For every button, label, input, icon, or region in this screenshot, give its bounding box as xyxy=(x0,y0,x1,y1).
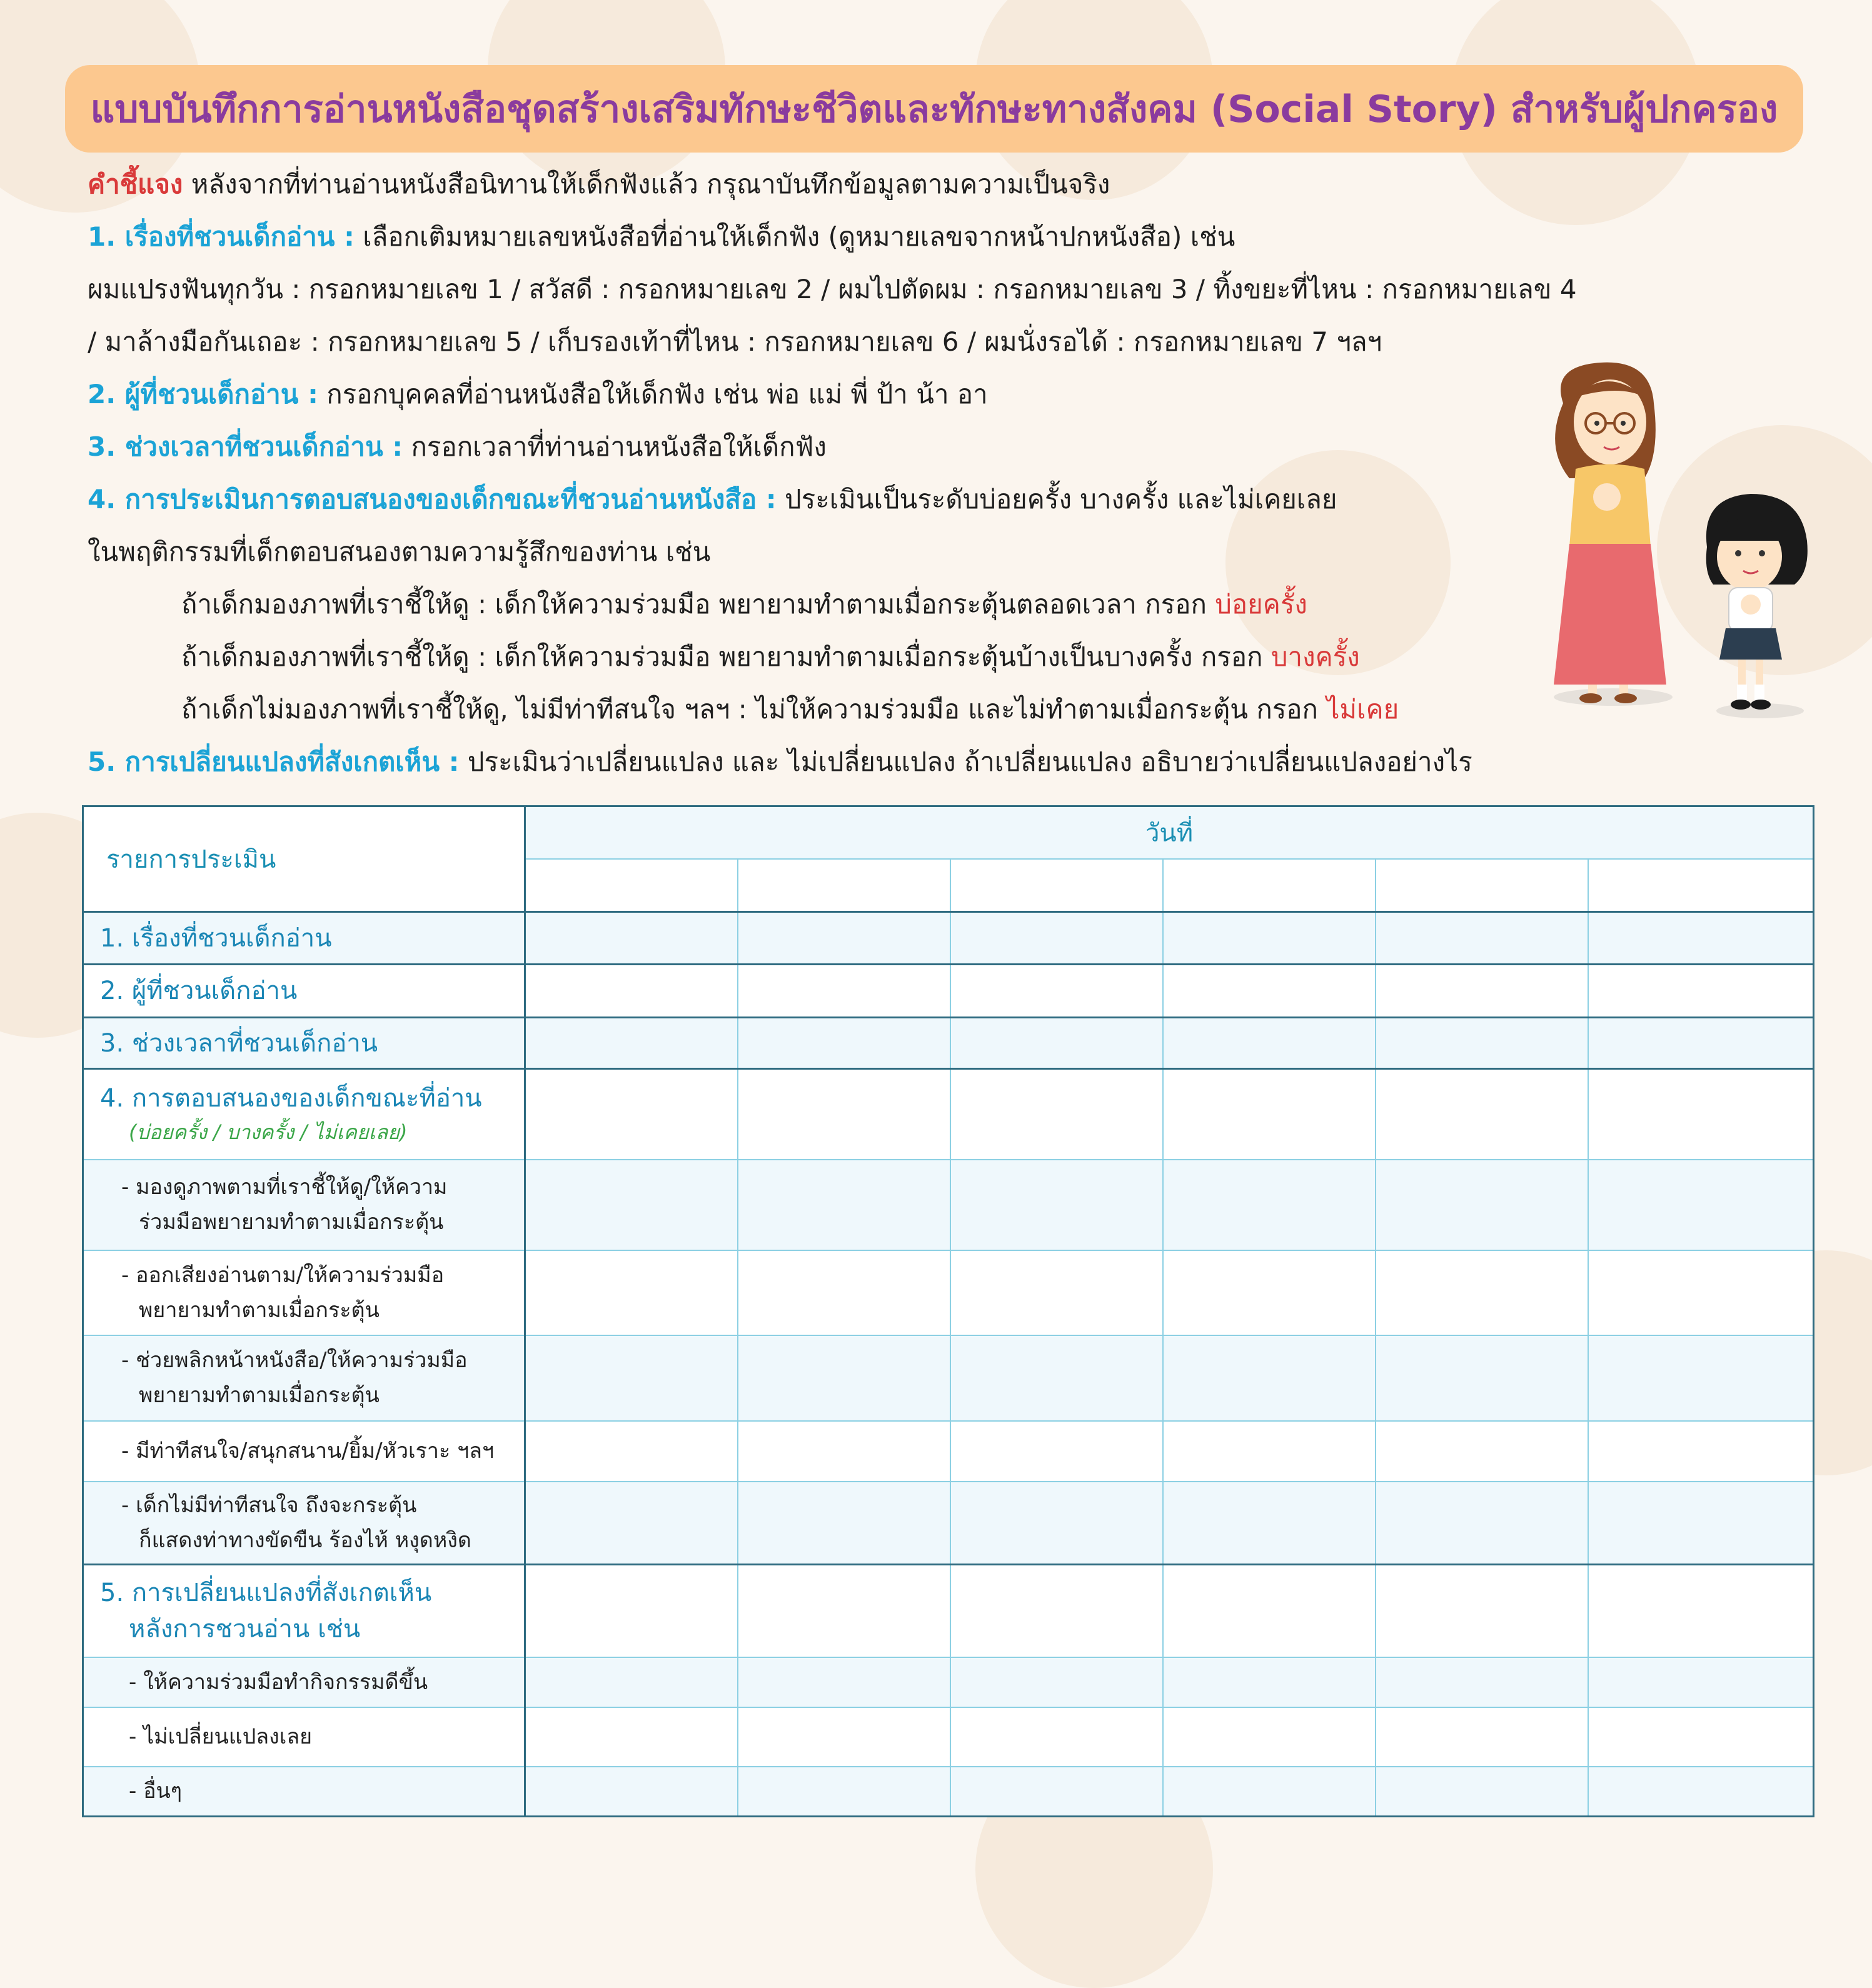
table-row xyxy=(83,1767,1814,1817)
entry-cell[interactable] xyxy=(1376,1018,1588,1069)
example-never-text: ถ้าเด็กไม่มองภาพที่เราชี้ให้ดู, ไม่มีท่าทีสนใจ ฯลฯ : ไม่ให้ความร่วมมือ และไม่ทำตามเมื่อกระตุ้น กรอก xyxy=(181,694,1327,725)
row-label xyxy=(83,912,525,965)
entry-cell[interactable] xyxy=(525,1069,738,1160)
entry-cell[interactable] xyxy=(738,1482,950,1565)
instruction-item5 xyxy=(88,741,1472,783)
entry-cell[interactable] xyxy=(738,1018,950,1069)
entry-cell[interactable] xyxy=(1588,1335,1814,1421)
entry-cell[interactable] xyxy=(1376,1069,1588,1160)
item2-text: กรอกบุคคลที่อ่านหนังสือให้เด็กฟัง เช่น พ่อ แม่ พี่ ป้า น้า อา xyxy=(318,379,988,409)
example-never xyxy=(181,689,1399,730)
table-row xyxy=(83,912,1814,965)
entry-cell[interactable] xyxy=(738,1250,950,1335)
entry-cell[interactable] xyxy=(738,965,950,1018)
header-label: รายการประเมิน xyxy=(106,845,276,874)
example-sometimes-text: ถ้าเด็กมองภาพที่เราชี้ให้ดู : เด็กให้ความร่วมมือ พยายามทำตามเมื่อกระตุ้นบ้างเป็นบางครั้ง กรอก xyxy=(181,641,1271,672)
entry-cell[interactable] xyxy=(1376,912,1588,965)
date-input-cell[interactable] xyxy=(1376,859,1588,912)
instruction-item2 xyxy=(88,374,988,415)
row-label xyxy=(83,1335,525,1421)
entry-cell[interactable] xyxy=(1376,1707,1588,1767)
response-scale-note: (บ่อยครั้ง / บางครั้ง / ไม่เคยเลย) xyxy=(129,1120,408,1145)
entry-cell[interactable] xyxy=(1163,965,1376,1018)
row-label xyxy=(83,1482,525,1565)
header-date-cell xyxy=(525,806,1814,859)
row-label-text: 4. การตอบสนองของเด็กขณะที่อ่าน xyxy=(100,1084,482,1113)
row-label-text: - มีท่าทีสนใจ/สนุกสนาน/ยิ้ม/หัวเราะ ฯลฯ xyxy=(121,1438,495,1463)
entry-cell[interactable] xyxy=(1163,1421,1376,1482)
entry-cell[interactable] xyxy=(950,965,1163,1018)
entry-cell[interactable] xyxy=(1588,1482,1814,1565)
example-sometimes-answer: บางครั้ง xyxy=(1271,641,1360,672)
row-label-text: 2. ผู้ที่ชวนเด็กอ่าน xyxy=(100,976,298,1005)
example-often-text: ถ้าเด็กมองภาพที่เราชี้ให้ดู : เด็กให้ความร่วมมือ พยายามทำตามเมื่อกระตุ้นตลอดเวลา กรอก xyxy=(181,589,1215,620)
entry-cell[interactable] xyxy=(950,1707,1163,1767)
header-date: วันที่ xyxy=(1145,818,1194,848)
example-often xyxy=(181,584,1307,625)
row-label xyxy=(83,1160,525,1250)
row-label-text: - ไม่เปลี่ยนแปลงเลย xyxy=(129,1724,313,1749)
instruction-item1-line2: ผมแปรงฟันทุกวัน : กรอกหมายเลข 1 / สวัสดี : กรอกหมายเลข 2 / ผมไปตัดผม : กรอกหมายเลข 3 / ทิ้งขยะที่ไหน : กรอกหมายเลข 4 xyxy=(88,274,1577,304)
entry-cell[interactable] xyxy=(1163,1335,1376,1421)
entry-cell[interactable] xyxy=(950,1335,1163,1421)
entry-cell[interactable] xyxy=(1588,1657,1814,1707)
row-label xyxy=(83,1421,525,1482)
entry-cell[interactable] xyxy=(1163,1160,1376,1250)
intro-label: คำชี้แจง xyxy=(88,169,183,199)
entry-cell[interactable] xyxy=(1163,912,1376,965)
entry-cell[interactable] xyxy=(738,1767,950,1817)
entry-cell[interactable] xyxy=(1163,1707,1376,1767)
entry-cell[interactable] xyxy=(525,1657,738,1707)
entry-cell[interactable] xyxy=(950,1250,1163,1335)
row-label-text: - อื่นๆ xyxy=(129,1779,182,1804)
title-banner xyxy=(65,65,1803,153)
entry-cell[interactable] xyxy=(1588,1421,1814,1482)
entry-cell[interactable] xyxy=(525,1335,738,1421)
entry-cell[interactable] xyxy=(1588,1018,1814,1069)
entry-cell[interactable] xyxy=(950,1018,1163,1069)
item5-text: ประเมินว่าเปลี่ยนแปลง และ ไม่เปลี่ยนแปลง ถ้าเปลี่ยนแปลง อธิบายว่าเปลี่ยนแปลงอย่างไร xyxy=(459,746,1472,777)
row-label-text: พยายามทำตามเมื่อกระตุ้น xyxy=(139,1297,380,1323)
row-label-text: 5. การเปลี่ยนแปลงที่สังเกตเห็น xyxy=(100,1578,432,1607)
entry-cell[interactable] xyxy=(950,912,1163,965)
entry-cell[interactable] xyxy=(950,1565,1163,1657)
table-row xyxy=(83,1160,1814,1250)
item3-text: กรอกเวลาที่ท่านอ่านหนังสือให้เด็กฟัง xyxy=(403,431,827,462)
entry-cell[interactable] xyxy=(950,1482,1163,1565)
row-label xyxy=(83,1069,525,1160)
row-label-text: ร่วมมือพยายามทำตามเมื่อกระตุ้น xyxy=(139,1210,444,1235)
entry-cell[interactable] xyxy=(1588,1250,1814,1335)
entry-cell[interactable] xyxy=(738,1335,950,1421)
table-row xyxy=(83,1565,1814,1657)
entry-cell[interactable] xyxy=(1376,1335,1588,1421)
row-label xyxy=(83,1657,525,1707)
item4-text: ประเมินเป็นระดับบ่อยครั้ง บางครั้ง และไม่เคยเลย xyxy=(776,484,1337,515)
entry-cell[interactable] xyxy=(950,1069,1163,1160)
entry-cell[interactable] xyxy=(738,1421,950,1482)
table-row xyxy=(83,1482,1814,1565)
entry-cell[interactable] xyxy=(1376,1482,1588,1565)
entry-cell[interactable] xyxy=(525,1565,738,1657)
instruction-item1-line3: / มาล้างมือกันเถอะ : กรอกหมายเลข 5 / เก็บรองเท้าที่ไหน : กรอกหมายเลข 6 / ผมนั่งรอได้ : กรอกหมายเลข 7 ฯลฯ xyxy=(88,326,1382,357)
entry-cell[interactable] xyxy=(1376,965,1588,1018)
row-label-text: - ออกเสียงอ่านตาม/ให้ความร่วมมือ xyxy=(121,1262,445,1288)
instruction-item3 xyxy=(88,426,827,468)
example-often-answer: บ่อยครั้ง xyxy=(1215,589,1307,620)
instruction-item4 xyxy=(88,479,1337,520)
entry-cell[interactable] xyxy=(525,965,738,1018)
header-label-cell xyxy=(83,806,525,912)
entry-cell[interactable] xyxy=(1588,1565,1814,1657)
row-label xyxy=(83,1707,525,1767)
entry-cell[interactable] xyxy=(1376,1250,1588,1335)
row-label-text: 1. เรื่องที่ชวนเด็กอ่าน xyxy=(100,923,332,953)
entry-cell[interactable] xyxy=(738,912,950,965)
entry-cell[interactable] xyxy=(950,1767,1163,1817)
table-row xyxy=(83,965,1814,1018)
item5-label: 5. การเปลี่ยนแปลงที่สังเกตเห็น : xyxy=(88,746,460,777)
entry-cell[interactable] xyxy=(1376,1160,1588,1250)
row-label-text: - เด็กไม่มีท่าทีสนใจ ถึงจะกระตุ้น xyxy=(121,1492,417,1518)
row-label-text: ก็แสดงท่าทางขัดขืน ร้องไห้ หงุดหงิด xyxy=(139,1527,471,1553)
item3-label: 3. ช่วงเวลาที่ชวนเด็กอ่าน : xyxy=(88,431,403,462)
entry-cell[interactable] xyxy=(1376,1421,1588,1482)
table-row xyxy=(83,1657,1814,1707)
date-input-cell[interactable] xyxy=(950,859,1163,912)
mother-child-illustration xyxy=(1526,359,1813,735)
example-sometimes xyxy=(181,636,1360,678)
row-label-text: - ให้ความร่วมมือทำกิจกรรมดีขึ้น xyxy=(129,1669,428,1695)
table-row xyxy=(83,1018,1814,1069)
table-row xyxy=(83,1707,1814,1767)
entry-cell[interactable] xyxy=(1376,1767,1588,1817)
entry-cell[interactable] xyxy=(1588,1160,1814,1250)
table-row xyxy=(83,1335,1814,1421)
row-label xyxy=(83,1767,525,1817)
entry-cell[interactable] xyxy=(525,912,738,965)
entry-cell[interactable] xyxy=(1588,1069,1814,1160)
entry-cell[interactable] xyxy=(1376,1565,1588,1657)
date-input-cell[interactable] xyxy=(525,859,738,912)
instruction-intro xyxy=(88,164,1110,205)
page-title: แบบบันทึกการอ่านหนังสือชุดสร้างเสริมทักษะชีวิตและทักษะทางสังคม (Social Story) สำหรับผู้ปกครอง xyxy=(90,87,1778,131)
item1-text: เลือกเติมหมายเลขหนังสือที่อ่านให้เด็กฟัง (ดูหมายเลขจากหน้าปกหนังสือ) เช่น xyxy=(354,221,1235,252)
instruction-item4-line2: ในพฤติกรรมที่เด็กตอบสนองตามความรู้สึกของท่าน เช่น xyxy=(88,536,711,567)
row-label-text: หลังการชวนอ่าน เช่น xyxy=(129,1614,361,1644)
row-label-text: พยายามทำตามเมื่อกระตุ้น xyxy=(139,1383,380,1408)
item1-label: 1. เรื่องที่ชวนเด็กอ่าน : xyxy=(88,221,355,252)
entry-cell[interactable] xyxy=(738,1069,950,1160)
instruction-item1 xyxy=(88,216,1235,258)
entry-cell[interactable] xyxy=(525,1250,738,1335)
entry-cell[interactable] xyxy=(950,1421,1163,1482)
entry-cell[interactable] xyxy=(525,1707,738,1767)
entry-cell[interactable] xyxy=(1163,1069,1376,1160)
row-label xyxy=(83,1565,525,1657)
entry-cell[interactable] xyxy=(950,1657,1163,1707)
item4-label: 4. การประเมินการตอบสนองของเด็กขณะที่ชวนอ่านหนังสือ : xyxy=(88,484,777,515)
row-label-text: - ช่วยพลิกหน้าหนังสือ/ให้ความร่วมมือ xyxy=(121,1348,468,1373)
example-never-answer: ไม่เคย xyxy=(1326,694,1399,725)
entry-cell[interactable] xyxy=(1163,1482,1376,1565)
entry-cell[interactable] xyxy=(1163,1565,1376,1657)
entry-cell[interactable] xyxy=(525,1482,738,1565)
entry-cell[interactable] xyxy=(950,1160,1163,1250)
entry-cell[interactable] xyxy=(1588,1767,1814,1817)
entry-cell[interactable] xyxy=(525,1160,738,1250)
row-label-text: - มองดูภาพตามที่เราชี้ให้ดู/ให้ความ xyxy=(121,1175,448,1200)
item2-label: 2. ผู้ที่ชวนเด็กอ่าน : xyxy=(88,379,318,409)
entry-cell[interactable] xyxy=(1163,1250,1376,1335)
date-input-cell[interactable] xyxy=(1588,859,1814,912)
entry-cell[interactable] xyxy=(738,1657,950,1707)
table-row xyxy=(83,1250,1814,1335)
row-label-text: 3. ช่วงเวลาที่ชวนเด็กอ่าน xyxy=(100,1028,378,1058)
entry-cell[interactable] xyxy=(1163,1018,1376,1069)
entry-cell[interactable] xyxy=(525,1018,738,1069)
date-input-cell[interactable] xyxy=(738,859,950,912)
entry-cell[interactable] xyxy=(738,1565,950,1657)
table-row xyxy=(83,1421,1814,1482)
intro-text: หลังจากที่ท่านอ่านหนังสือนิทานให้เด็กฟังแล้ว กรุณาบันทึกข้อมูลตามความเป็นจริง xyxy=(183,169,1110,199)
date-input-cell[interactable] xyxy=(1163,859,1376,912)
row-label xyxy=(83,1018,525,1069)
entry-cell[interactable] xyxy=(1163,1657,1376,1707)
row-label xyxy=(83,965,525,1018)
entry-cell[interactable] xyxy=(1588,1707,1814,1767)
entry-cell[interactable] xyxy=(525,1421,738,1482)
entry-cell[interactable] xyxy=(738,1707,950,1767)
entry-cell[interactable] xyxy=(738,1160,950,1250)
row-label xyxy=(83,1250,525,1335)
table-row xyxy=(83,1069,1814,1160)
entry-cell[interactable] xyxy=(1588,912,1814,965)
entry-cell[interactable] xyxy=(1588,965,1814,1018)
entry-cell[interactable] xyxy=(525,1767,738,1817)
entry-cell[interactable] xyxy=(1163,1767,1376,1817)
entry-cell[interactable] xyxy=(1376,1657,1588,1707)
evaluation-table xyxy=(82,805,1814,1817)
